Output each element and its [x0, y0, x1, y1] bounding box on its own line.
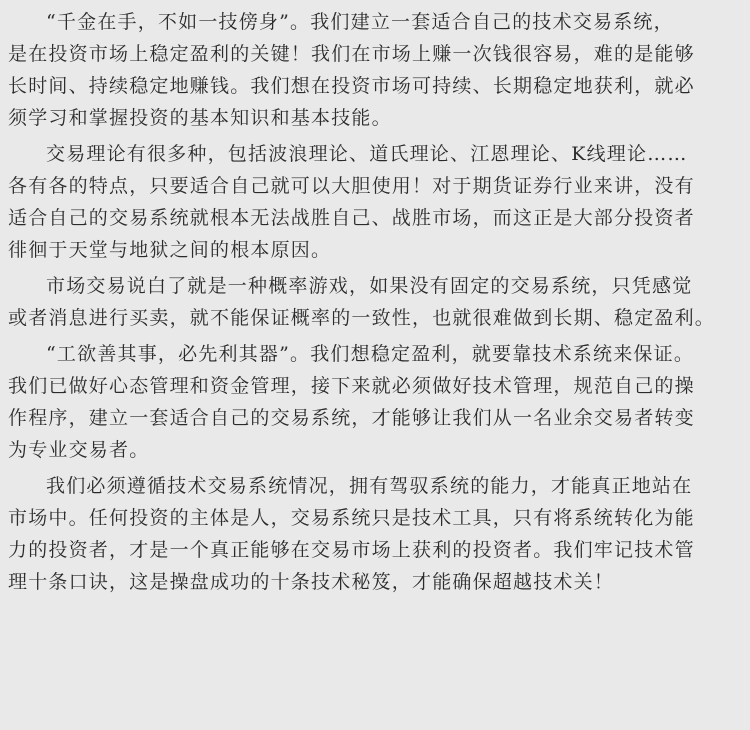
- text-line: 交易理论有很多种，包括波浪理论、道氏理论、江恩理论、K线理论……: [46, 143, 688, 165]
- paragraph-3: [8, 270, 742, 334]
- text-line: 为专业交易者。: [8, 439, 150, 461]
- text-line: 力的投资者，才是一个真正能够在交易市场上获利的投资者。我们牢记技术管: [8, 539, 695, 561]
- text-line: 适合自己的交易系统就根本无法战胜自己、战胜市场，而这正是大部分投资者: [8, 207, 695, 229]
- text-line: 或者消息进行买卖，就不能保证概率的一致性，也就很难做到长期、稳定盈利。: [8, 307, 716, 329]
- text-line: 市场交易说白了就是一种概率游戏，如果没有固定的交易系统，只凭感觉: [46, 275, 693, 297]
- text-line: 长时间、持续稳定地赚钱。我们想在投资市场可持续、长期稳定地获利，就必: [8, 75, 695, 97]
- text-line: “千金在手，不如一技傍身”。我们建立一套适合自己的技术交易系统，: [46, 11, 674, 33]
- text-line: 是在投资市场上稳定盈利的关键！我们在市场上赚一次钱很容易，难的是能够: [8, 43, 695, 65]
- paragraph-4: [8, 338, 742, 466]
- text-line: “工欲善其事，必先利其器”。我们想稳定盈利，就要靠技术系统来保证。: [46, 343, 695, 365]
- text-line: 我们已做好心态管理和资金管理，接下来就必须做好技术管理，规范自己的操: [8, 375, 695, 397]
- text-line: 理十条口诀，这是操盘成功的十条技术秘笈，才能确保超越技术关！: [8, 571, 615, 593]
- text-line: 作程序，建立一套适合自己的交易系统，才能够让我们从一名业余交易者转变: [8, 407, 695, 429]
- paragraph-5: [8, 470, 742, 598]
- text-line: 须学习和掌握投资的基本知识和基本技能。: [8, 107, 392, 129]
- paragraph-1: [8, 6, 742, 134]
- paragraph-2: [8, 138, 742, 266]
- text-line: 市场中。任何投资的主体是人，交易系统只是技术工具，只有将系统转化为能: [8, 507, 695, 529]
- text-line: 我们必须遵循技术交易系统情况，拥有驾驭系统的能力，才能真正地站在: [46, 475, 693, 497]
- text-line: 各有各的特点，只要适合自己就可以大胆使用！对于期货证券行业来讲，没有: [8, 175, 695, 197]
- text-line: 徘徊于天堂与地狱之间的根本原因。: [8, 239, 332, 261]
